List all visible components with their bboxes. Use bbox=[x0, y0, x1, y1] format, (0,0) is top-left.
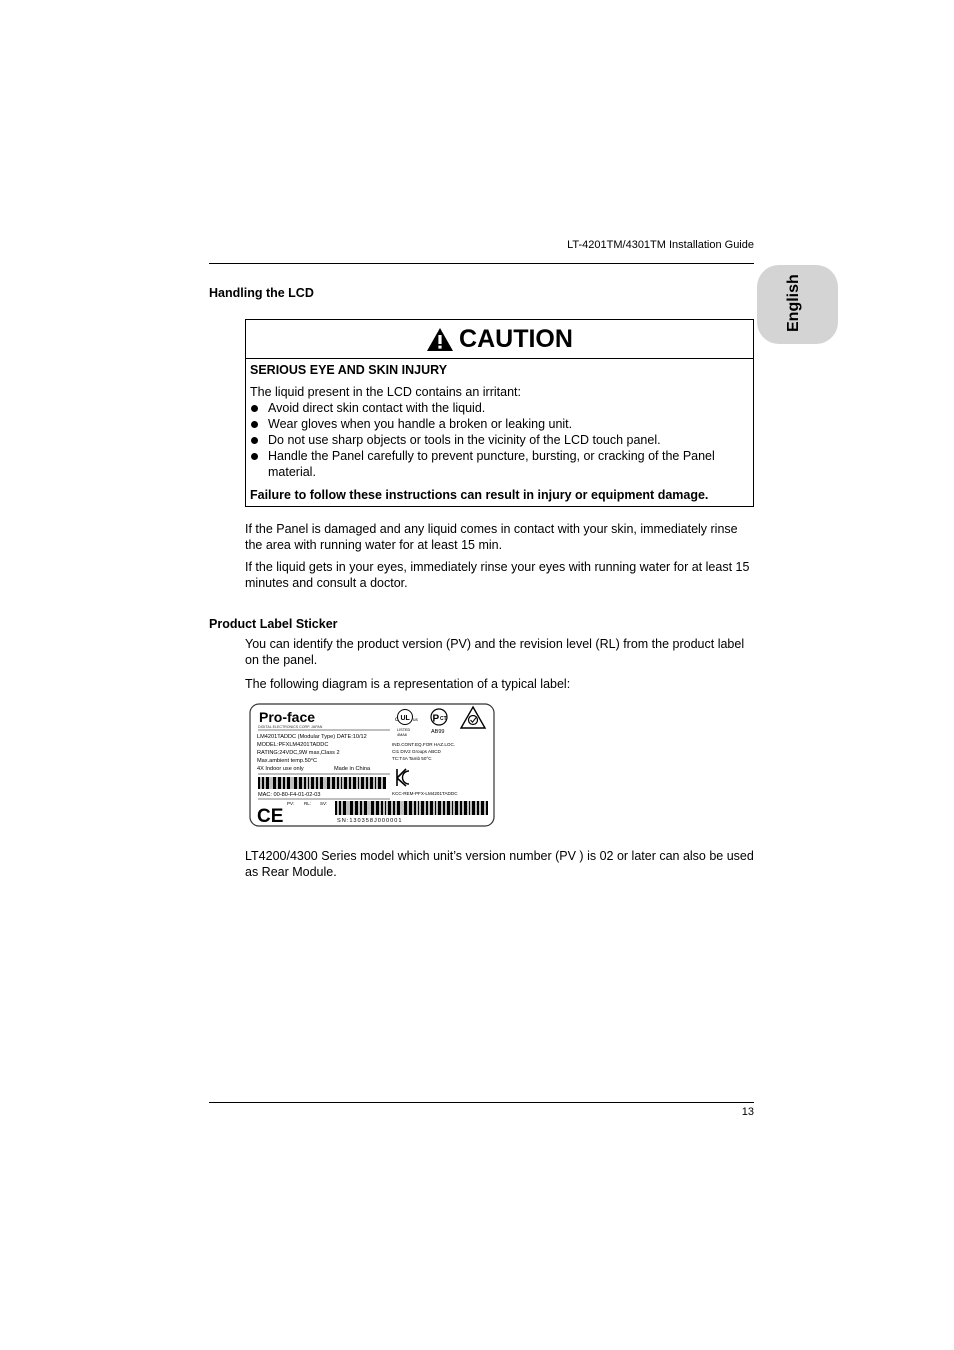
section-heading-handling-lcd: Handling the LCD bbox=[209, 286, 314, 300]
language-tab-label: English bbox=[785, 274, 802, 332]
caution-signal-word: CAUTION bbox=[459, 324, 573, 353]
haz-line: CI1 DIV2 Groups ABCD bbox=[392, 749, 441, 754]
kc-code: KCC-REM-PFX-LM4201TADDC bbox=[392, 791, 458, 796]
label-line: LM4201TADDC (Modular Type) DATE:10/12 bbox=[257, 734, 367, 740]
svg-text:us: us bbox=[413, 717, 418, 722]
guide-title: LT-4201TM/4301TM Installation Guide bbox=[567, 239, 754, 251]
caution-consequence: Failure to follow these instructions can result in injury or equipment damage. bbox=[250, 488, 709, 502]
label-barcode-mac bbox=[258, 777, 386, 789]
ul-code: 4MA6 bbox=[397, 733, 407, 737]
warning-triangle-icon bbox=[426, 327, 454, 352]
footer-rule bbox=[209, 1102, 754, 1103]
svg-text:CT: CT bbox=[440, 716, 447, 722]
ul-listed: LISTED bbox=[397, 728, 411, 732]
diagram-intro-paragraph: The following diagram is a representation of a typical label: bbox=[245, 677, 571, 691]
caution-item: Do not use sharp objects or tools in the vicinity of the LCD touch panel. bbox=[250, 432, 749, 448]
caution-intro: The liquid present in the LCD contains an irritant: bbox=[250, 385, 521, 399]
label-mac: MAC: 00-80-F4-01-02-03 bbox=[258, 792, 321, 798]
caution-header bbox=[246, 320, 753, 359]
label-brand-sub: DIGITAL ELECTRONICS CORP. JAPAN bbox=[258, 725, 323, 729]
label-serial: SN:130358J000001 bbox=[337, 818, 403, 824]
header-rule bbox=[209, 263, 754, 264]
svg-text:P: P bbox=[432, 713, 440, 725]
caution-list bbox=[250, 400, 749, 480]
label-line: RATING:24VDC,9W max,Class 2 bbox=[257, 750, 340, 756]
caution-item: Avoid direct skin contact with the liquid. bbox=[250, 400, 749, 416]
label-sv: SV: bbox=[320, 801, 328, 806]
label-pv: PV: bbox=[287, 801, 295, 806]
identify-pv-paragraph: You can identify the product version (PV) and the revision level (RL) from the product label on the panel. bbox=[245, 637, 745, 668]
haz-line: TC:T4A Tamb 50°C bbox=[392, 756, 432, 761]
language-tab bbox=[757, 265, 838, 344]
svg-text:c: c bbox=[395, 717, 398, 723]
svg-text:UL: UL bbox=[400, 715, 410, 722]
rear-module-note: LT4200/4300 Series model which unit’s version number (PV ) is 02 or later can also be used as Rear Module. bbox=[245, 849, 754, 880]
skin-contact-paragraph: If the Panel is damaged and any liquid comes in contact with your skin, immediately rinse the area with running water for at least 15 min. bbox=[245, 522, 738, 553]
label-line: 4X Indoor use only bbox=[257, 766, 304, 772]
caution-item: Wear gloves when you handle a broken or leaking unit. bbox=[250, 416, 749, 432]
caution-box bbox=[245, 319, 754, 507]
label-barcode-serial bbox=[335, 801, 488, 815]
page-number: 13 bbox=[741, 1106, 754, 1118]
label-brand: Pro-face bbox=[259, 709, 316, 725]
ce-mark: CE bbox=[257, 806, 284, 827]
haz-line: IND.CONT.EQ.FOR HAZ.LOC. bbox=[392, 742, 456, 747]
label-line: MODEL:PFXLM4201TADDC bbox=[257, 742, 329, 748]
label-line: Max.ambient temp.50°C bbox=[257, 758, 318, 764]
eye-contact-paragraph: If the liquid gets in your eyes, immediately rinse your eyes with running water for at least 15 minutes and consult a doctor. bbox=[245, 560, 750, 591]
hazard-title: SERIOUS EYE AND SKIN INJURY bbox=[250, 363, 448, 377]
caution-item: Handle the Panel carefully to prevent puncture, bursting, or cracking of the Panel material. bbox=[250, 448, 749, 480]
caution-body bbox=[246, 359, 753, 503]
ab-code: AB99 bbox=[431, 729, 445, 735]
label-made-in: Made in China bbox=[334, 766, 371, 772]
section-heading-product-label: Product Label Sticker bbox=[209, 617, 338, 631]
label-rl: RL: bbox=[304, 801, 312, 806]
product-label-diagram bbox=[249, 703, 495, 827]
